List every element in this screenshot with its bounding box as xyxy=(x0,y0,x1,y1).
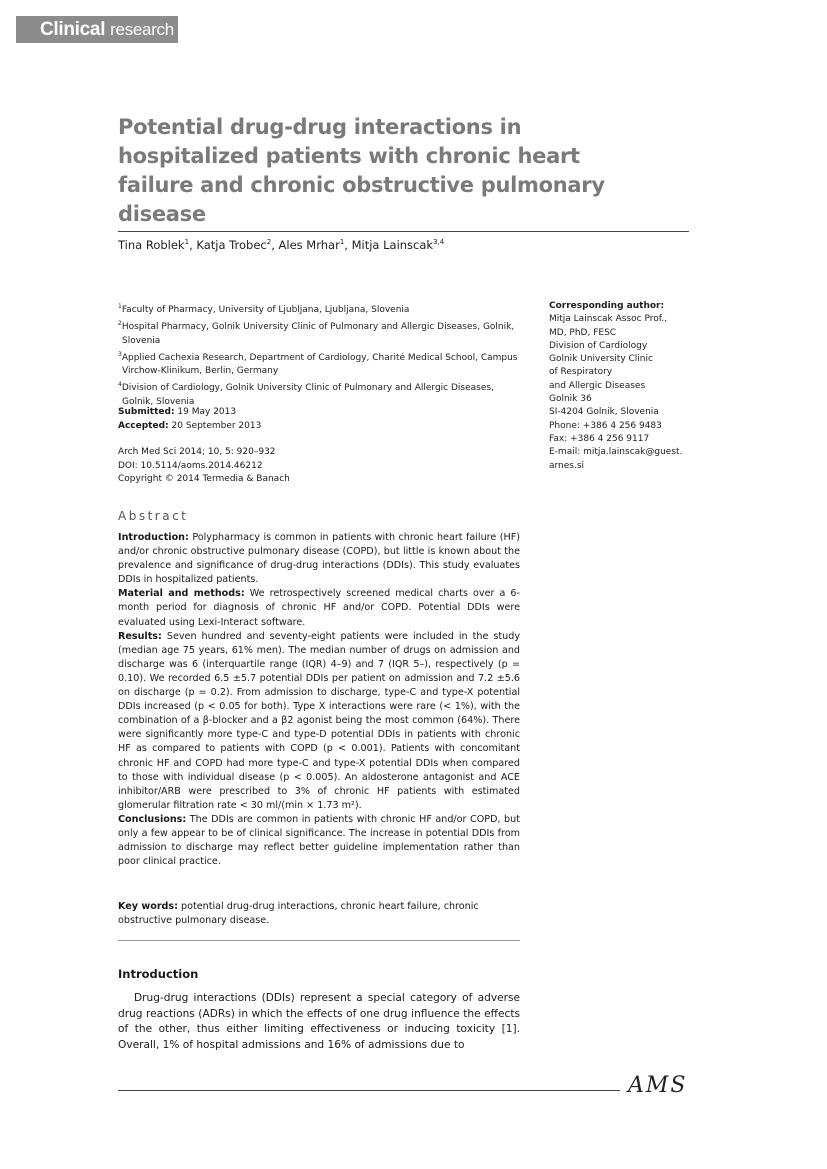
journal-logo: AMS xyxy=(628,1073,688,1098)
abstract-heading: Abstract xyxy=(118,509,189,523)
citation-info xyxy=(118,446,290,487)
email-link[interactable]: E-mail: mitja.lainscak@guest. xyxy=(549,447,683,458)
author-list: Tina Roblek$^1$, Katja Trobec$^2$, Ales Mrhar$^1$, Mitja Lainscak$^{3,4}$ xyxy=(118,238,445,252)
accepted-date: 20 September 2013 xyxy=(171,420,262,431)
title-divider xyxy=(118,231,689,232)
copyright: Copyright © 2014 Termedia & Banach xyxy=(118,474,290,484)
article-title: Potential drug-drug interactions in hospitalized patients with chronic heart failure and chronic obstructive pulmonary disease xyxy=(118,115,605,226)
author-name: Ales Mrhar xyxy=(278,238,340,252)
affiliation: $^3$Applied Cachexia Research, Department of Cardiology, Charité Medical School, Campus Virchow-Klinikum, Berlin, Germany xyxy=(118,350,518,377)
keywords: Key words: potential drug-drug interactions, chronic heart failure, chronic obstructive pulmonary disease. xyxy=(118,901,479,927)
submitted-date: 19 May 2013 xyxy=(177,407,237,417)
introduction-text: Drug-drug interactions (DDIs) represent a special category of adverse drug reactions (ADRs) in which the effects of one drug influence the effects of the other, thus either limiting effectiveness or inducing toxicity [1]. Overall, 1% of hospital admissions and 16% of admissions due to xyxy=(118,992,520,1052)
affiliations xyxy=(118,300,518,409)
submission-dates: Submitted: 19 May 2013 Accepted: 20 September 2013 xyxy=(118,407,262,431)
affiliation: $^1$Faculty of Pharmacy, University of Ljubljana, Ljubljana, Slovenia xyxy=(118,303,410,315)
introduction-heading: Introduction xyxy=(118,967,199,981)
author-name: Mitja Lainscak xyxy=(351,238,434,252)
abstract-body: Introduction: Polypharmacy is common in patients with chronic heart failure (HF) and/or chronic obstructive pulmonary disease (COPD), but little is known about the prevalence and significance of drug-drug interactions (DDIs). This study evaluates DDIs in hospitalized patients. Material and methods: We retrospectively screened medical charts over a 6-month period for diagnosis of chronic HF and/or COPD. Potential DDIs were evaluated using Lexi-Interact software. Results: Seven hundred and seventy-eight patients were included in the study (median age 75 years, 61% men). The median number of drugs on admission and discharge was 6 (interquartile range (IQR) 4–9) and 7 (IQR 5–), respectively (p = 0.10). We recorded 6.5 ±5.7 potential DDIs per patient on admission and 7.2 ±5.6 on discharge (p = 0.2). From admission to discharge, type-C and type-X potential DDIs increased (p < 0.05 for both). Type X interactions were rare (< 1%), with the combination of a β-blocker and a β2 agonist being the most common (64%). There were significantly more type-C and type-D potential DDIs in patients with chronic HF as compared to patients with COPD (p < 0.001). Patients with concomitant chronic HF and COPD had more type-C and type-X potential DDIs when compared to those with individual disease (p < 0.005). An aldosterone antagonist and ACE inhibitor/ARB were prescribed to 3% of chronic HF patients with estimated glomerular filtration rate < 30 ml/(min × 1.73 m²). Conclusions: The DDIs are common in patients with chronic HF and/or COPD, but only a few appear to be of clinical significance. The increase in potential DDIs from admission to discharge may reflect better guideline implementation rather than poor clinical practice. xyxy=(118,532,520,868)
corresponding-heading: Corresponding author: xyxy=(549,301,665,311)
journal-citation: Arch Med Sci 2014; 10, 5: 920–932 xyxy=(118,447,276,457)
author-name: Tina Roblek xyxy=(118,238,185,252)
section-tag-bold: Clinical xyxy=(40,19,106,40)
abstract-divider xyxy=(118,940,520,941)
corresponding-author: Corresponding author: Mitja Lainscak Assoc Prof., MD, PhD, FESC Division of Cardiology Golnik University Clinic of Respiratory and Allergic Diseases Golnik 36 SI-4204 Golnik, Slovenia Phone: +386 4 256 9483 Fax: +386 4 256 9117 E-mail: mitja.lainscak@guest. arnes.si xyxy=(549,300,699,473)
affiliation: $^4$Division of Cardiology, Golnik University Clinic of Pulmonary and Allergic Diseases, Golnik, Slovenia xyxy=(118,381,494,407)
author-name: Katja Trobec xyxy=(196,238,267,252)
affiliation: $^2$Hospital Pharmacy, Golnik University Clinic of Pulmonary and Allergic Diseases, Golnik, Slovenia xyxy=(118,320,515,346)
section-tag xyxy=(16,16,178,43)
section-tag-light: research xyxy=(110,20,174,39)
doi: DOI: 10.5114/aoms.2014.46212 xyxy=(118,460,263,471)
footer-rule xyxy=(118,1090,620,1091)
